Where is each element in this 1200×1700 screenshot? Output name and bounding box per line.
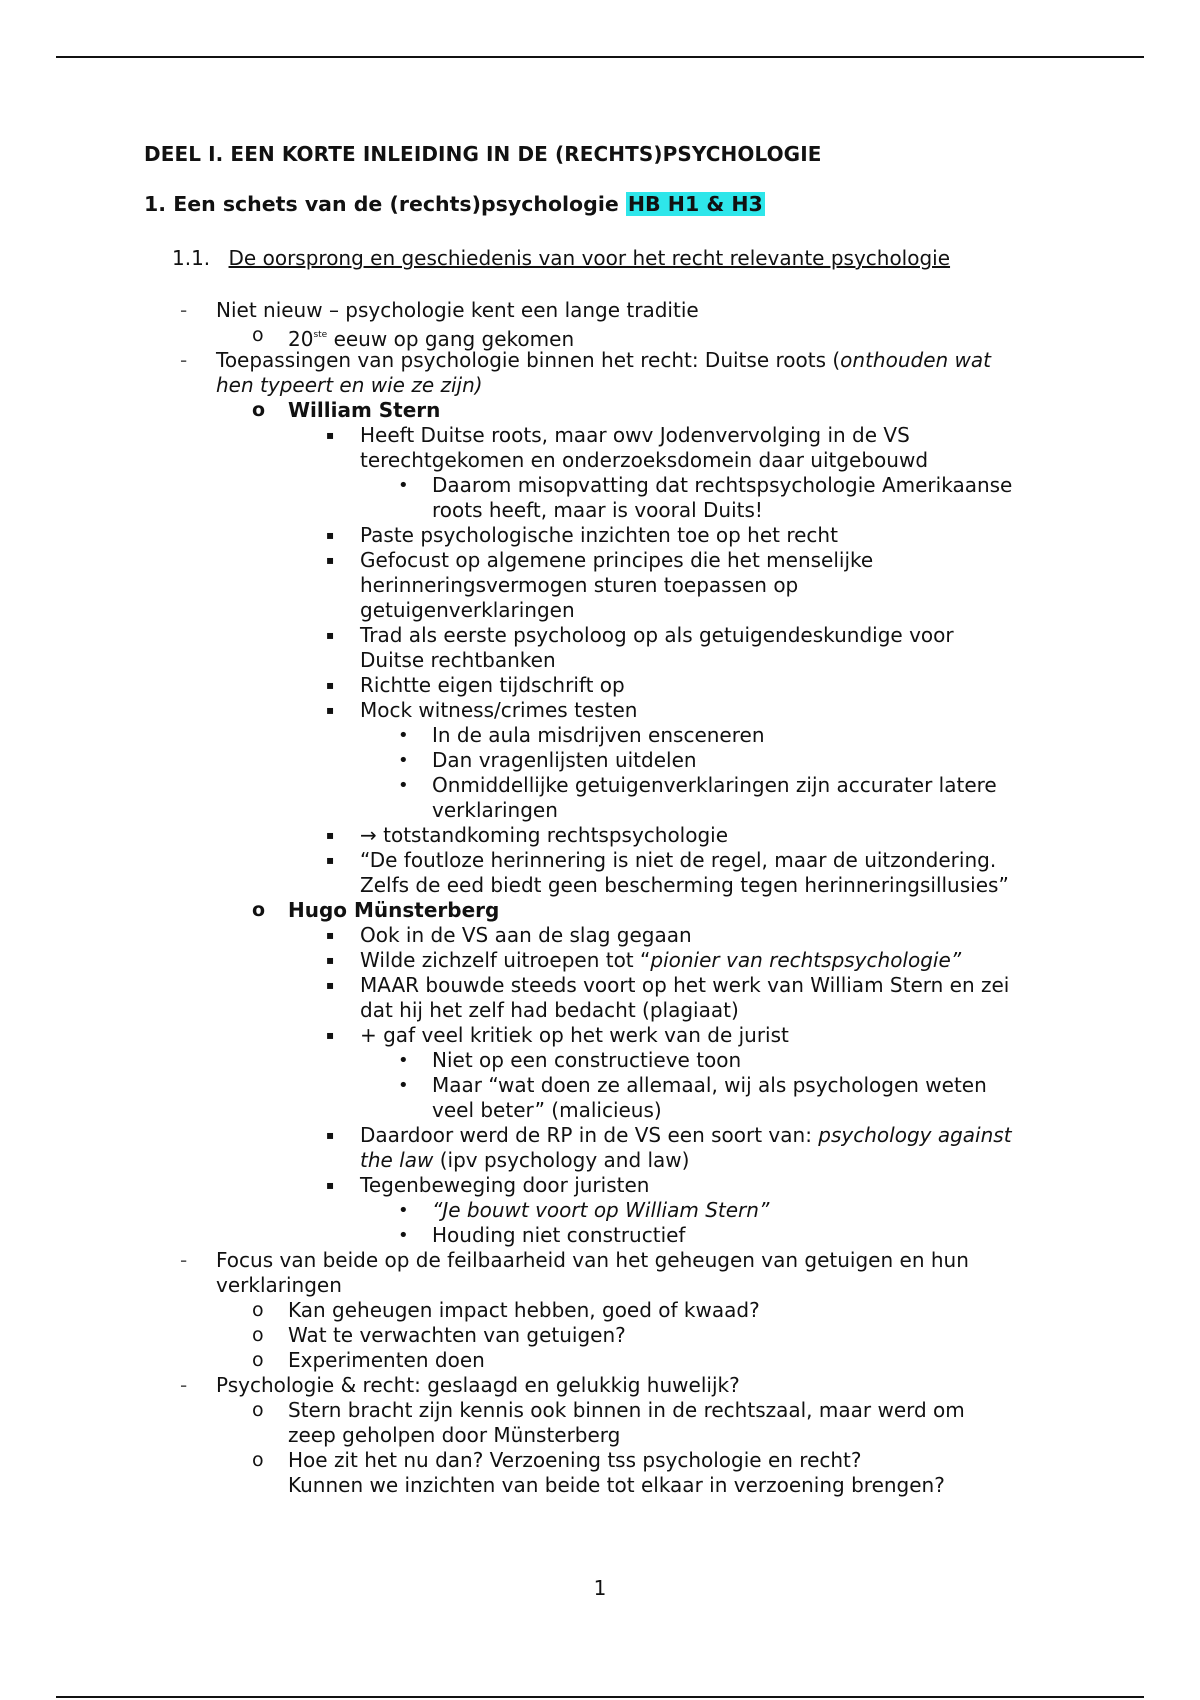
square-bullet: ▪ [326,678,335,692]
list-item: Niet op een constructieve toon [432,1048,742,1072]
list-item-continued: herinneringsvermogen sturen toepassen op [360,573,799,597]
chapter-highlight: HB H1 & H3 [627,192,763,216]
list-item: Daarom misopvatting dat rechtspsychologie Amerikaanse [432,473,1013,497]
list-item: Daardoor werd de RP in de VS een soort van: psychology against [360,1123,1012,1147]
list-item-continued: verklaringen [216,1273,342,1297]
list-item-continued: hen typeert en wie ze zijn) [216,373,483,397]
circle-bullet: o [252,324,264,346]
square-bullet: ▪ [326,428,335,442]
circle-bullet: o [252,399,266,421]
circle-bullet: o [252,899,266,921]
arrow-icon: → [360,823,377,847]
list-item: MAAR bouwde steeds voort op het werk van William Stern en zei [360,973,1010,997]
list-item: Tegenbeweging door juristen [360,1173,650,1197]
list-item-continued: Kunnen we inzichten van beide tot elkaar in verzoening brengen? [288,1473,945,1497]
list-item: Wilde zichzelf uitroepen tot “pionier van rechtspsychologie” [360,948,962,972]
square-bullet: ▪ [326,528,335,542]
dot-bullet: • [398,1200,409,1221]
list-item-continued: the law (ipv psychology and law) [360,1148,690,1172]
square-bullet: ▪ [326,953,335,967]
list-item: “Je bouwt voort op William Stern” [432,1198,770,1222]
dash-bullet: - [180,348,188,372]
dash-bullet: - [180,1248,188,1272]
circle-bullet: o [252,1449,264,1471]
section-title: De oorsprong en geschiedenis van voor het recht relevante psychologie [228,246,951,270]
dot-bullet: • [398,475,409,496]
list-item-continued: zeep geholpen door Münsterberg [288,1423,621,1447]
page-number: 1 [593,1576,607,1600]
list-item-continued: Zelfs de eed biedt geen bescherming tegen herinneringsillusies” [360,873,1009,897]
square-bullet: ▪ [326,828,335,842]
list-item: Niet nieuw – psychologie kent een lange traditie [216,298,699,322]
list-item-continued: verklaringen [432,798,558,822]
list-item: Gefocust op algemene principes die het menselijke [360,548,874,572]
dash-bullet: - [180,1373,188,1397]
dot-bullet: • [398,1075,409,1096]
list-item: Mock witness/crimes testen [360,698,638,722]
list-item: In de aula misdrijven ensceneren [432,723,765,747]
circle-bullet: o [252,1299,264,1321]
list-item: 20ste eeuw op gang gekomen [288,327,575,351]
chapter-heading [144,192,765,216]
list-item: Hoe zit het nu dan? Verzoening tss psychologie en recht? [288,1448,862,1472]
list-item: Heeft Duitse roots, maar owv Jodenvervolging in de VS [360,423,910,447]
part-heading: DEEL I. EEN KORTE INLEIDING IN DE (RECHTS)PSYCHOLOGIE [144,142,822,166]
list-item: Kan geheugen impact hebben, goed of kwaad? [288,1298,760,1322]
square-bullet: ▪ [326,1128,335,1142]
person-heading-munsterberg: Hugo Münsterberg [288,898,500,922]
list-item: Houding niet constructief [432,1223,686,1247]
square-bullet: ▪ [326,928,335,942]
dot-bullet: • [398,1225,409,1246]
square-bullet: ▪ [326,978,335,992]
square-bullet: ▪ [326,553,335,567]
list-item: Psychologie & recht: geslaagd en gelukkig huwelijk? [216,1373,740,1397]
list-item: Toepassingen van psychologie binnen het recht: Duitse roots (onthouden wat [216,348,992,372]
square-bullet: ▪ [326,1178,335,1192]
square-bullet: ▪ [326,1028,335,1042]
chapter-title: 1. Een schets van de (rechts)psychologie [144,192,619,216]
header-rule [56,56,1144,58]
footer-rule [56,1696,1144,1698]
list-item-continued: veel beter” (malicieus) [432,1098,662,1122]
list-item: → totstandkoming rechtspsychologie [360,823,729,847]
dot-bullet: • [398,1050,409,1071]
list-item-continued: dat hij het zelf had bedacht (plagiaat) [360,998,739,1022]
square-bullet: ▪ [326,853,335,867]
list-item: Wat te verwachten van getuigen? [288,1323,626,1347]
circle-bullet: o [252,1324,264,1346]
square-bullet: ▪ [326,703,335,717]
list-item: + gaf veel kritiek op het werk van de jurist [360,1023,789,1047]
square-bullet: ▪ [326,628,335,642]
person-heading-stern: William Stern [288,398,441,422]
list-item: Focus van beide op de feilbaarheid van het geheugen van getuigen en hun [216,1248,969,1272]
list-item: Richtte eigen tijdschrift op [360,673,625,697]
section-number: 1.1. [172,246,211,270]
list-item: Onmiddellijke getuigenverklaringen zijn accurater latere [432,773,997,797]
list-item-continued: roots heeft, maar is vooral Duits! [432,498,763,522]
list-item: Ook in de VS aan de slag gegaan [360,923,692,947]
list-item: Stern bracht zijn kennis ook binnen in de rechtszaal, maar werd om [288,1398,965,1422]
list-item: “De foutloze herinnering is niet de regel, maar de uitzondering. [360,848,997,872]
list-item: Dan vragenlijsten uitdelen [432,748,697,772]
dot-bullet: • [398,750,409,771]
dash-bullet: - [180,298,188,322]
circle-bullet: o [252,1349,264,1371]
dot-bullet: • [398,725,409,746]
list-item: Paste psychologische inzichten toe op het recht [360,523,838,547]
list-item-continued: getuigenverklaringen [360,598,575,622]
list-item: Trad als eerste psycholoog op als getuigendeskundige voor [360,623,954,647]
circle-bullet: o [252,1399,264,1421]
section-heading [172,246,950,270]
list-item-continued: Duitse rechtbanken [360,648,556,672]
list-item: Experimenten doen [288,1348,485,1372]
dot-bullet: • [398,775,409,796]
list-item-continued: terechtgekomen en onderzoeksdomein daar uitgebouwd [360,448,929,472]
list-item: Maar “wat doen ze allemaal, wij als psychologen weten [432,1073,987,1097]
